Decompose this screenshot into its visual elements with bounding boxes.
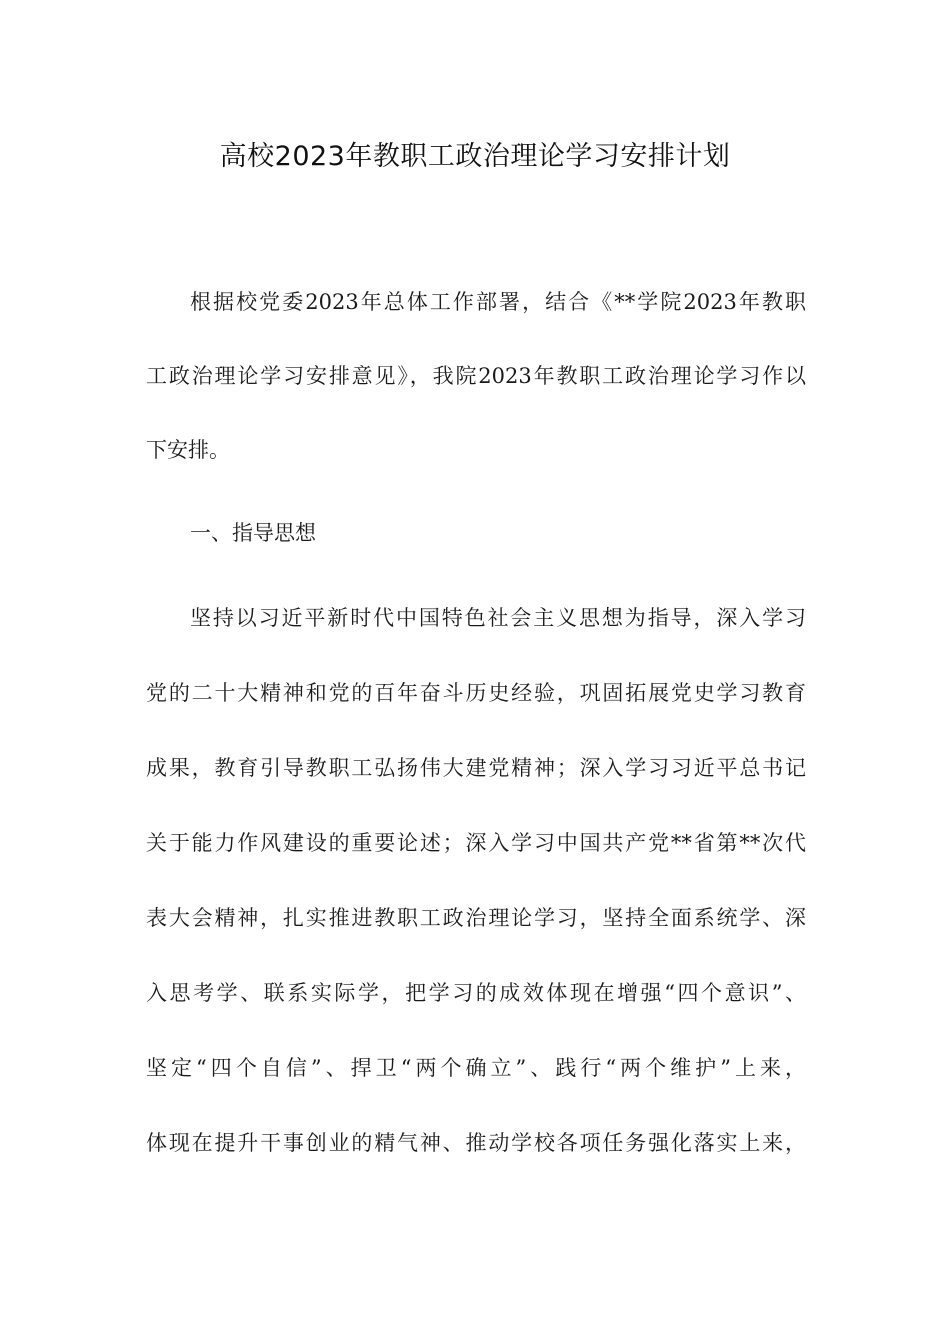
paragraph-1-line-2: 工政治理论学习安排意见》，我院2023年教职工政治理论学习作以: [146, 364, 806, 388]
paragraph-2-line-5: 表大会精神，扎实推进教职工政治理论学习，坚持全面系统学、深: [146, 906, 806, 930]
paragraph-2-line-1: 坚持以习近平新时代中国特色社会主义思想为指导，深入学习: [190, 606, 806, 630]
paragraph-2-line-4: 关于能力作风建设的重要论述；深入学习中国共产党**省第**次代: [146, 831, 806, 855]
paragraph-2-line-6: 入思考学、联系实际学，把学习的成效体现在增强“四个意识”、: [146, 981, 806, 1005]
paragraph-2-line-8: 体现在提升干事创业的精气神、推动学校各项任务强化落实上来，: [146, 1131, 806, 1155]
paragraph-1-line-1: 根据校党委2023年总体工作部署，结合《**学院2023年教职: [190, 290, 806, 314]
section-heading-guiding-thought: 一、指导思想: [190, 521, 316, 545]
paragraph-1-line-3: 下安排。: [146, 438, 230, 462]
paragraph-2-line-3: 成果，教育引导教职工弘扬伟大建党精神；深入学习习近平总书记: [146, 756, 806, 780]
paragraph-2-line-7: 坚定“四个自信”、捍卫“两个确立”、践行“两个维护”上来，: [146, 1056, 806, 1080]
paragraph-2-line-2: 党的二十大精神和党的百年奋斗历史经验，巩固拓展党史学习教育: [146, 681, 806, 705]
document-title: 高校2023年教职工政治理论学习安排计划: [219, 141, 731, 172]
